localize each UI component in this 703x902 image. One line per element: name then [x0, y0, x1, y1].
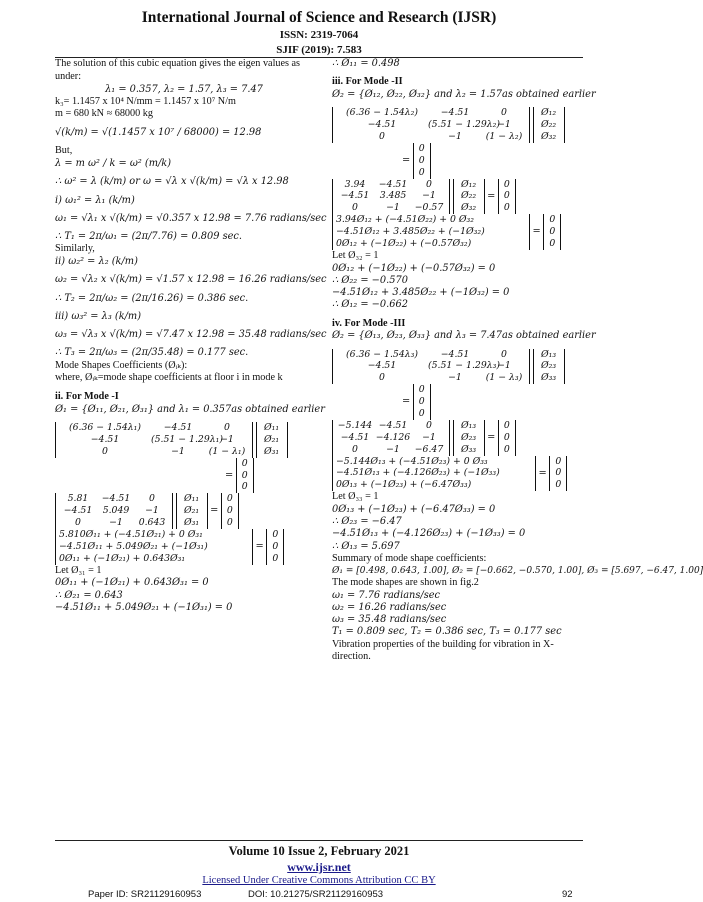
- matrix-cell: −4.51: [367, 360, 397, 372]
- matrix-row: [336, 349, 526, 361]
- omega1-sq-eq: i) ω₁² = λ₁ (k/m): [55, 194, 135, 206]
- matrix-cell: −1: [386, 202, 400, 214]
- sqrt-km-eq: √(k/m) = √(1.1457 x 10⁷ / 68000) = 12.98: [55, 127, 262, 139]
- matrix-row: [336, 360, 526, 372]
- mode1-mode-vector-b: [176, 493, 208, 529]
- matrix-cell: −1: [448, 372, 462, 384]
- matrix-cell: −4.51: [163, 422, 193, 434]
- matrix-cell: −4.51: [440, 348, 470, 360]
- vector-entry: 0: [241, 457, 248, 469]
- matrix-cell: −0.57: [414, 202, 444, 214]
- t2-eq: ∴ T₂ = 2π/ω₂ = (2π/16.26) = 0.386 sec.: [55, 292, 249, 304]
- matrix-cell: (5.51 − 1.29λ₁): [151, 433, 223, 445]
- mode3-let: Let Ø₃₃ = 1: [332, 491, 379, 503]
- mode2-eq1: 0Ø₁₂ + (−1Ø₂₂) + (−0.57Ø₃₂) = 0: [332, 262, 496, 274]
- matrix-row: [59, 493, 169, 505]
- matrix-cell: (5.51 − 1.29λ₂): [428, 119, 500, 131]
- zero-vector: [413, 384, 431, 420]
- mode1-num-matrix: [55, 493, 173, 529]
- mode3-eq-zero: [332, 384, 584, 420]
- matrix-cell: 0: [102, 445, 108, 457]
- matrix-cell: 0.643: [138, 517, 166, 529]
- vector-entry: 0: [503, 190, 510, 202]
- footer-license-link[interactable]: Licensed Under Creative Commons Attribution CC BY: [202, 875, 436, 886]
- matrix-cell: 5.049: [102, 505, 130, 517]
- vector-entry: Ø₁₂: [461, 178, 477, 190]
- mode1-let: Let Ø₃₁ = 1: [55, 564, 102, 576]
- mode2-expansion: [332, 214, 584, 250]
- lambda-def-eq: λ = m ω² / k = ω² (m/k): [55, 158, 172, 170]
- vector-entry: 0: [226, 505, 233, 517]
- vector-entry: 5.810Ø₁₁ + (−4.51Ø₂₁) + 0 Ø₃₁: [59, 529, 203, 541]
- matrix-cell: −5.144: [337, 419, 373, 431]
- matrix-cell: (6.36 − 1.54λ₁): [69, 422, 141, 434]
- omega2-eq: ω₂ = √λ₂ x √(k/m) = √1.57 x 12.98 = 16.26 radians/sec: [55, 274, 327, 286]
- matrix-row: [336, 420, 446, 432]
- summary-text: Summary of mode shape coefficients:: [332, 552, 487, 564]
- matrix-cell: −1: [497, 360, 511, 372]
- matrix-cell: 0: [379, 131, 385, 142]
- mode2-mode-vector-b: [453, 179, 485, 215]
- matrix-cell: −1: [422, 190, 436, 202]
- vector-entry: 0: [241, 469, 248, 481]
- equals-sign: =: [255, 541, 264, 553]
- vector-entry: Ø₃₃: [541, 372, 557, 384]
- vector-entry: −4.51Ø₁₃ + (−4.126Ø₂₃) + (−1Ø₃₃): [336, 467, 500, 479]
- matrix-cell: −1: [386, 443, 400, 455]
- matrix-row: [336, 131, 526, 143]
- eigenvalues-eq: λ₁ = 0.357, λ₂ = 1.57, λ₃ = 7.47: [105, 83, 263, 95]
- vector-entry: Ø₁₂: [541, 107, 557, 119]
- matrix-cell: 5.81: [67, 493, 89, 505]
- matrix-cell: −1: [497, 119, 511, 131]
- zero-vector: [236, 458, 254, 494]
- mode3-eq1: 0Ø₁₃ + (−1Ø₂₃) + (−6.47Ø₃₃) = 0: [332, 504, 496, 516]
- vector-entry: Ø₂₂: [541, 119, 557, 131]
- mass-value: m = 680 kN ≈ 68000 kg: [55, 108, 153, 120]
- mode1-expansion: [55, 529, 313, 565]
- mode3-matrix-eq-a: [332, 349, 584, 385]
- matrix-cell: −1: [448, 131, 462, 142]
- vector-entry: 0: [418, 408, 425, 420]
- equals-sign: =: [538, 467, 547, 479]
- mode2-mode-vector: [533, 107, 565, 143]
- footer-url-link[interactable]: www.ijsr.net: [287, 860, 351, 874]
- vector-entry: −4.51Ø₁₁ + 5.049Ø₂₁ + (−1Ø₃₁): [59, 540, 208, 552]
- mode2-heading: iii. For Mode -II: [332, 76, 403, 88]
- vector-entry: 0: [503, 202, 510, 214]
- matrix-cell: 0: [501, 107, 507, 119]
- footer-volume: Volume 10 Issue 2, February 2021: [228, 844, 410, 858]
- mode1-heading: ii. For Mode -I: [55, 391, 119, 403]
- periods-result: T₁ = 0.809 sec, T₂ = 0.386 sec, T₃ = 0.177 sec: [332, 626, 562, 638]
- mode1-result: ∴ Ø₂₁ = 0.643: [55, 589, 123, 601]
- mode1-eq1: 0Ø₁₁ + (−1Ø₂₁) + 0.643Ø₃₁ = 0: [55, 577, 209, 589]
- mode3-expansion-vector: [332, 456, 536, 492]
- omega2-sq-eq: ii) ω₂² = λ₂ (k/m): [55, 256, 138, 268]
- matrix-row: [336, 202, 446, 214]
- matrix-row: [336, 432, 446, 444]
- omega3-result: ω₃ = 35.48 radians/sec: [332, 614, 447, 626]
- mode3-mode-vector-b: [453, 420, 485, 456]
- intro-text-2: under:: [55, 70, 82, 82]
- mode3-num-matrix: [332, 420, 450, 456]
- vector-entry: Ø₁₁: [184, 493, 200, 505]
- vector-entry: 0: [549, 226, 556, 238]
- but-text: But,: [55, 145, 73, 157]
- vector-entry: 0: [418, 166, 425, 178]
- matrix-row: [59, 422, 249, 434]
- zero-vector: [498, 179, 516, 215]
- equals-sign: =: [210, 505, 219, 517]
- vector-entry: Ø₂₁: [184, 505, 200, 517]
- matrix-cell: 0: [224, 422, 230, 434]
- vector-entry: 3.94Ø₁₂ + (−4.51Ø₂₂) + 0 Ø₃₂: [336, 214, 474, 226]
- vector-entry: 0: [549, 238, 556, 250]
- vector-entry: −4.51Ø₁₂ + 3.485Ø₂₂ + (−1Ø₃₂): [336, 226, 485, 238]
- mode2-result: ∴ Ø₂₂ = −0.570: [332, 274, 408, 286]
- matrix-cell: −4.51: [378, 178, 408, 190]
- vector-entry: 0Ø₁₂ + (−1Ø₂₂) + (−0.57Ø₃₂): [336, 238, 472, 250]
- vector-entry: 0: [549, 214, 556, 226]
- mode3-expansion: [332, 456, 584, 492]
- matrix-cell: 3.94: [344, 178, 366, 190]
- mode-shapes-ref: The mode shapes are shown in fig.2: [332, 576, 479, 588]
- mode3-phi-eq: Ø₂ = {Ø₁₃, Ø₂₃, Ø₃₃} and λ₃ = 7.47as obtained earlier: [332, 330, 596, 342]
- matrix-row: [59, 434, 249, 446]
- equals-sign: =: [487, 190, 496, 202]
- footer-doi: DOI: 10.21275/SR21129160953: [248, 889, 384, 900]
- similarly-text: Similarly,: [55, 243, 95, 255]
- mode1-coef-matrix: [55, 422, 253, 458]
- intro-text: The solution of this cubic equation gives the eigen values as: [55, 58, 301, 69]
- mode1-mode-vector: [256, 422, 288, 458]
- equals-sign: =: [402, 155, 411, 167]
- matrix-cell: (1 − λ₃): [485, 372, 523, 384]
- vector-entry: Ø₃₂: [461, 202, 477, 214]
- matrix-cell: 0: [352, 202, 358, 214]
- matrix-cell: (1 − λ₁): [208, 445, 246, 457]
- zero-vector: [498, 420, 516, 456]
- vector-entry: Ø₃₂: [541, 131, 557, 142]
- vector-entry: 0: [241, 481, 248, 493]
- vector-entry: Ø₂₃: [461, 431, 477, 443]
- matrix-cell: −4.51: [340, 431, 370, 443]
- zero-vector: [413, 143, 431, 179]
- matrix-cell: 0: [379, 372, 385, 384]
- vector-entry: 0: [503, 178, 510, 190]
- t1-eq: ∴ T₁ = 2π/ω₁ = (2π/7.76) = 0.809 sec.: [55, 231, 243, 243]
- mode2-expansion-vector: [332, 214, 530, 250]
- mode1-phi-eq: Ø₁ = {Ø₁₁, Ø₂₁, Ø₃₁} and λ₁ = 0.357as obtained earlier: [55, 403, 325, 415]
- mode3-heading: iv. For Mode -III: [332, 317, 406, 329]
- vector-entry: 0: [418, 384, 425, 396]
- vector-entry: 0: [272, 529, 279, 541]
- matrix-cell: −1: [109, 517, 123, 529]
- mode2-coef-matrix: [332, 107, 530, 143]
- vector-entry: 0Ø₁₃ + (−1Ø₂₃) + (−6.47Ø₃₃): [336, 479, 472, 491]
- equals-sign: =: [402, 396, 411, 408]
- vibration-text: Vibration properties of the building for vibration in X-: [332, 638, 554, 650]
- matrix-row: [336, 444, 446, 456]
- k3-value: k₃= 1.1457 x 10⁴ N/mm = 1.1457 x 10⁷ N/m: [55, 95, 236, 107]
- matrix-cell: −4.51: [101, 493, 131, 505]
- omega1-result: ω₁ = 7.76 radians/sec: [332, 589, 441, 601]
- left-column: [55, 58, 327, 614]
- vector-entry: 0: [272, 540, 279, 552]
- vector-entry: 0: [226, 517, 233, 529]
- mode3-mode-vector: [533, 349, 565, 385]
- matrix-cell: 0: [352, 443, 358, 455]
- journal-sjif: SJIF (2019): 7.583: [276, 44, 362, 56]
- footer-page-number: 92: [562, 889, 573, 900]
- mode1-matrix-eq-a: [55, 422, 313, 458]
- mode2-let: Let Ø₃₂ = 1: [332, 249, 379, 261]
- mode1-expansion-vector: [55, 529, 253, 565]
- matrix-cell: −4.51: [63, 505, 93, 517]
- matrix-cell: (6.36 − 1.54λ₃): [346, 348, 418, 360]
- mode2-eq-zero: [332, 143, 584, 179]
- vector-entry: 0: [272, 552, 279, 564]
- zero-vector: [549, 456, 567, 492]
- journal-title: International Journal of Science and Research (IJSR): [141, 9, 497, 26]
- omega3-eq: ω₃ = √λ₃ x √(k/m) = √7.47 x 12.98 = 35.48 radians/sec: [55, 329, 327, 341]
- matrix-cell: (1 − λ₂): [485, 131, 523, 142]
- vector-entry: Ø₁₁: [264, 422, 280, 434]
- omega3-sq-eq: iii) ω₃² = λ₃ (k/m): [55, 310, 142, 322]
- omega2-result: ω₂ = 16.26 radians/sec: [332, 601, 447, 613]
- omega1-eq: ω₁ = √λ₁ x √(k/m) = √0.357 x 12.98 = 7.76 radians/sec: [55, 212, 327, 224]
- vector-entry: 0: [226, 493, 233, 505]
- matrix-cell: 0: [75, 517, 81, 529]
- mode3-coef-matrix: [332, 349, 530, 385]
- equals-sign: =: [487, 432, 496, 444]
- matrix-cell: −4.51: [440, 107, 470, 119]
- vector-entry: 0: [418, 396, 425, 408]
- vector-entry: Ø₁₃: [541, 348, 557, 360]
- vector-entry: Ø₂₁: [264, 433, 280, 445]
- matrix-cell: (5.51 − 1.29λ₃): [428, 360, 500, 372]
- mode2-matrix-eq-b: [332, 179, 584, 215]
- matrix-row: [59, 517, 169, 529]
- matrix-cell: −1: [171, 445, 185, 457]
- matrix-cell: −1: [422, 431, 436, 443]
- mode3-final: ∴ Ø₁₃ = 5.697: [332, 540, 400, 552]
- matrix-row: [336, 119, 526, 131]
- mode3-result: ∴ Ø₂₃ = −6.47: [332, 516, 402, 528]
- vector-entry: Ø₃₁: [264, 445, 280, 457]
- matrix-cell: 0: [149, 493, 155, 505]
- matrix-row: [336, 190, 446, 202]
- matrix-cell: −4.51: [367, 119, 397, 131]
- vector-entry: Ø₁₃: [461, 419, 477, 431]
- vector-entry: 0: [418, 154, 425, 166]
- vector-entry: 0Ø₁₁ + (−1Ø₂₁) + 0.643Ø₃₁: [59, 552, 186, 564]
- vibration-text-2: direction.: [332, 651, 371, 663]
- mode1-eq-zero: [55, 458, 313, 494]
- matrix-cell: −4.51: [90, 433, 120, 445]
- vector-entry: 0: [503, 443, 510, 455]
- mode2-final: ∴ Ø₁₂ = −0.662: [332, 299, 408, 311]
- zero-vector: [543, 214, 561, 250]
- vector-entry: 0: [555, 467, 562, 479]
- mode1-final: ∴ Ø₁₁ = 0.498: [332, 58, 400, 69]
- matrix-cell: −1: [220, 433, 234, 445]
- journal-issn: ISSN: 2319-7064: [279, 29, 359, 41]
- where-text: where, Øᵢₖ=mode shape coefficients at floor i in mode k: [55, 372, 283, 384]
- zero-vector: [221, 493, 239, 529]
- omega-sq-eq: ∴ ω² = λ (k/m) or ω = √λ x √(k/m) = √λ x 12.98: [55, 176, 289, 188]
- footer-paper-id: Paper ID: SR21129160953: [88, 889, 202, 900]
- vector-entry: Ø₃₃: [461, 443, 477, 455]
- summary-vectors: Ø₁ = [0.498, 0.643, 1.00], Ø₂ = [−0.662, −0.570, 1.00], Ø₃ = [5.697, −6.47, 1.00]: [332, 565, 703, 576]
- msc-text: Mode Shapes Coefficients (Øᵢₖ):: [55, 359, 188, 371]
- mode1-matrix-eq-b: [55, 493, 313, 529]
- matrix-row: [59, 446, 249, 458]
- matrix-cell: (6.36 − 1.54λ₂): [346, 107, 418, 119]
- vector-entry: 0: [555, 455, 562, 467]
- mode1-eq2: −4.51Ø₁₁ + 5.049Ø₂₁ + (−1Ø₃₁) = 0: [55, 601, 233, 613]
- vector-entry: Ø₂₂: [461, 190, 477, 202]
- zero-vector: [266, 529, 284, 565]
- mode3-matrix-eq-b: [332, 420, 584, 456]
- matrix-cell: −4.51: [378, 419, 408, 431]
- mode3-eq2: −4.51Ø₁₃ + (−4.126Ø₂₃) + (−1Ø₃₃) = 0: [332, 528, 526, 540]
- matrix-cell: 0: [426, 178, 432, 190]
- vector-entry: Ø₂₃: [541, 360, 557, 372]
- vector-entry: 0: [418, 142, 425, 154]
- mode2-phi-eq: Ø₂ = {Ø₁₂, Ø₂₂, Ø₃₂} and λ₂ = 1.57as obtained earlier: [332, 88, 596, 100]
- mode2-num-matrix: [332, 179, 450, 215]
- matrix-row: [336, 179, 446, 191]
- matrix-cell: −6.47: [414, 443, 444, 455]
- t3-eq: ∴ T₃ = 2π/ω₃ = (2π/35.48) = 0.177 sec.: [55, 347, 249, 359]
- matrix-cell: −4.126: [375, 431, 411, 443]
- vector-entry: 0: [503, 419, 510, 431]
- right-column: [332, 58, 703, 664]
- matrix-cell: 0: [501, 348, 507, 360]
- matrix-cell: 3.485: [379, 190, 407, 202]
- mode2-eq2: −4.51Ø₁₂ + 3.485Ø₂₂ + (−1Ø₃₂) = 0: [332, 287, 510, 299]
- vector-entry: Ø₃₁: [184, 517, 200, 529]
- mode2-matrix-eq-a: [332, 107, 584, 143]
- matrix-cell: −4.51: [340, 190, 370, 202]
- matrix-cell: 0: [426, 419, 432, 431]
- equals-sign: =: [225, 469, 234, 481]
- footer-rule: [55, 840, 583, 841]
- vector-entry: 0: [555, 479, 562, 491]
- equals-sign: =: [532, 226, 541, 238]
- vector-entry: 0: [503, 431, 510, 443]
- matrix-row: [336, 107, 526, 119]
- matrix-cell: −1: [145, 505, 159, 517]
- matrix-row: [59, 505, 169, 517]
- matrix-row: [336, 372, 526, 384]
- vector-entry: −5.144Ø₁₃ + (−4.51Ø₂₃) + 0 Ø₃₃: [336, 455, 488, 467]
